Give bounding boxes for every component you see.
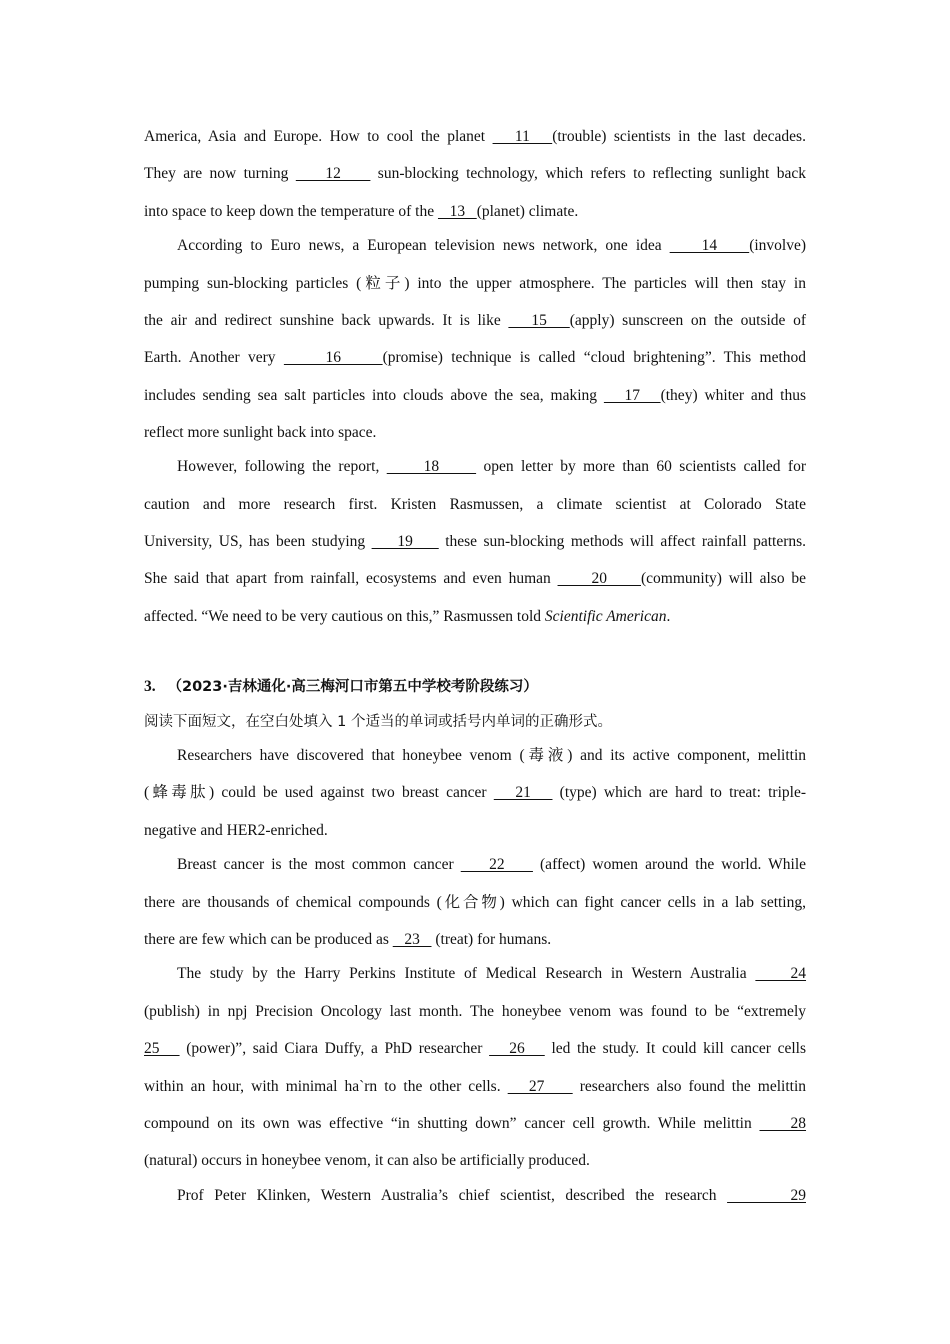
- blank-27: 27: [507, 1078, 573, 1095]
- text-line: University, US, has been studying 19 these sun-blocking methods will affect rainfall patterns.: [144, 533, 807, 550]
- blank-13: 13: [437, 203, 477, 220]
- paragraph-start: However, following the report, 18 open letter by more than 60 scientists called for: [177, 458, 806, 475]
- blank-18: 18: [386, 458, 477, 475]
- blank-21: 21: [493, 784, 553, 801]
- blank-29: 29: [727, 1187, 806, 1204]
- text-line: (natural) occurs in honeybee venom, it can also be artificially produced.: [144, 1152, 590, 1169]
- text-line: (蜂毒肽) could be used against two breast cancer 21 (type) which are hard to treat: triple-: [144, 784, 806, 801]
- text-line: compound on its own was effective “in shutting down” cancer cell growth. While melittin 28: [144, 1115, 807, 1132]
- blank-12: 12: [295, 165, 371, 182]
- blank-25: 25: [144, 1040, 180, 1057]
- blank-19: 19: [371, 533, 439, 550]
- blank-24: 24: [755, 965, 807, 982]
- section-instruction: 阅读下面短文，在空白处填入 1 个适当的单词或括号内单词的正确形式。: [144, 714, 612, 730]
- section-source: （2023·吉林通化·高三梅河口市第五中学校考阶段练习）: [167, 679, 538, 695]
- text-line: within an hour, with minimal ha`rn to the other cells. 27 researchers also found the melittin: [144, 1078, 807, 1095]
- text-line: reflect more sunlight back into space.: [144, 424, 377, 441]
- text-line: She said that apart from rainfall, ecosystems and even human 20 (community) will also be: [144, 570, 807, 587]
- text-line: They are now turning 12 sun-blocking technology, which refers to reflecting sunlight back: [144, 165, 806, 182]
- section-heading: [144, 677, 806, 697]
- text-line: (publish) in npj Precision Oncology last month. The honeybee venom was found to be “extremely: [144, 1003, 806, 1020]
- text-line: the air and redirect sunshine back upwards. It is like 15 (apply) sunscreen on the outside of: [144, 312, 806, 329]
- blank-17: 17: [603, 387, 661, 404]
- text-line: affected. “We need to be very cautious on this,” Rasmussen told Scientific American.: [144, 608, 671, 625]
- blank-26: 26: [489, 1040, 545, 1057]
- section-number: 3.: [144, 678, 156, 695]
- text-line: there are few which can be produced as 23 (treat) for humans.: [144, 931, 552, 948]
- text-line: Earth. Another very 16 (promise) technique is called “cloud brightening”. This method: [144, 349, 807, 366]
- blank-16: 16: [283, 349, 383, 366]
- publication-title: Scientific American: [544, 608, 667, 625]
- text-line: caution and more research first. Kristen Rasmussen, a climate scientist at Colorado State: [144, 496, 806, 513]
- paragraph-start: Breast cancer is the most common cancer 22 (affect) women around the world. While: [177, 856, 807, 873]
- text-line: into space to keep down the temperature of the 13 (planet) climate.: [144, 203, 579, 220]
- text-line: negative and HER2-enriched.: [144, 822, 328, 839]
- paragraph-start: Researchers have discovered that honeybee venom (毒液) and its active component, melittin: [177, 747, 806, 764]
- blank-23: 23: [392, 931, 432, 948]
- blank-28: 28: [759, 1115, 807, 1132]
- paragraph-start: According to Euro news, a European television news network, one idea 14 (involve): [177, 237, 807, 254]
- paragraph-start: Prof Peter Klinken, Western Australia’s chief scientist, described the research 29: [177, 1187, 806, 1204]
- paragraph-start: The study by the Harry Perkins Institute of Medical Research in Western Australia 24: [177, 965, 807, 982]
- text-line: 25 (power)”, said Ciara Duffy, a PhD researcher 26 led the study. It could kill cancer cells: [144, 1040, 806, 1057]
- text-line: America, Asia and Europe. How to cool the planet 11 (trouble) scientists in the last decades.: [144, 128, 806, 145]
- blank-15: 15: [508, 312, 570, 329]
- blank-22: 22: [460, 856, 533, 873]
- text-line: pumping sun-blocking particles (粒子) into the upper atmosphere. The particles will then stay in: [144, 275, 806, 292]
- text-line: includes sending sea salt particles into clouds above the sea, making 17 (they) whiter and thus: [144, 387, 807, 404]
- blank-20: 20: [557, 570, 641, 587]
- blank-11: 11: [492, 128, 553, 145]
- text-line: there are thousands of chemical compounds (化合物) which can fight cancer cells in a lab setting,: [144, 894, 806, 911]
- blank-14: 14: [669, 237, 750, 254]
